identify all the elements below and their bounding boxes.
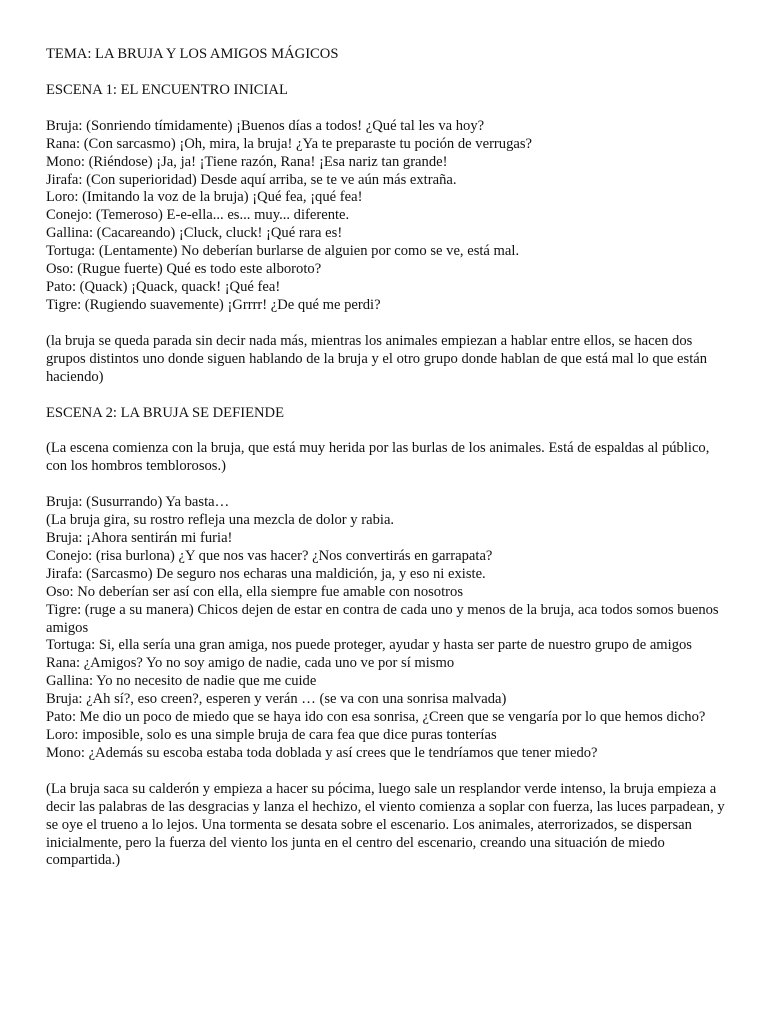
- scene-1-heading: ESCENA 1: EL ENCUENTRO INICIAL: [46, 81, 288, 98]
- dialogue-line: Conejo: (risa burlona) ¿Y que nos vas hacer? ¿Nos convertirás en garrapata?: [46, 547, 493, 564]
- dialogue-line: Bruja: ¿Ah sí?, eso creen?, esperen y verán … (se va con una sonrisa malvada): [46, 691, 507, 708]
- spacer: [46, 315, 730, 333]
- dialogue-line: Loro: imposible, solo es una simple bruja de cara fea que dice puras tonterías: [46, 727, 497, 743]
- dialogue-line: Oso: (Rugue fuerte) Qué es todo este alboroto?: [46, 261, 322, 278]
- dialogue-line: Tigre: (ruge a su manera) Chicos dejen de estar en contra de cada uno y menos de la bruja, aca todos somos buenos amigos: [46, 601, 719, 636]
- spacer: [46, 476, 730, 494]
- dialogue-line: Tigre: (Rugiendo suavemente) ¡Grrrr! ¿De qué me perdi?: [46, 296, 381, 313]
- dialogue-line: Tortuga: Si, ella sería una gran amiga, nos puede proteger, ayudar y hasta ser parte de nuestro grupo de amigos: [46, 637, 692, 654]
- dialogue-line: Pato: (Quack) ¡Quack, quack! ¡Qué fea!: [46, 278, 281, 295]
- stage-direction: (la bruja se queda parada sin decir nada más, mientras los animales empiezan a hablar entre ellos, se hacen dos grupos distintos uno donde siguen hablando de la bruja y el otro grupo donde hablan de que está mal lo que están haciendo): [46, 332, 708, 385]
- dialogue-line: Tortuga: (Lentamente) No deberían burlarse de alguien por como se ve, está mal.: [46, 243, 520, 260]
- dialogue-line: Loro: (Imitando la voz de la bruja) ¡Qué fea, ¡qué fea!: [46, 189, 363, 206]
- spacer: [46, 763, 730, 781]
- dialogue-line: Jirafa: (Sarcasmo) De seguro nos echaras una maldición, ja, y eso ni existe.: [46, 565, 486, 582]
- dialogue-line: (La bruja gira, su rostro refleja una mezcla de dolor y rabia.: [46, 512, 395, 529]
- dialogue-line: Conejo: (Temeroso) E-e-ella... es... muy... diferente.: [46, 207, 350, 224]
- dialogue-line: Gallina: Yo no necesito de nadie que me cuide: [46, 673, 317, 690]
- dialogue-line: Mono: (Riéndose) ¡Ja, ja! ¡Tiene razón, Rana! ¡Esa nariz tan grande!: [46, 153, 448, 170]
- spacer: [46, 387, 730, 405]
- dialogue-line: Rana: ¿Amigos? Yo no soy amigo de nadie, cada uno ve por sí mismo: [46, 655, 455, 672]
- dialogue-line: Mono: ¿Además su escoba estaba toda doblada y así crees que le tendríamos que tener miedo?: [46, 744, 598, 761]
- stage-direction: (La escena comienza con la bruja, que está muy herida por las burlas de los animales. Está de espaldas al público, con los hombros temblorosos.): [46, 440, 710, 475]
- scene-2-heading: ESCENA 2: LA BRUJA SE DEFIENDE: [46, 404, 284, 421]
- dialogue-line: Bruja: (Sonriendo tímidamente) ¡Buenos días a todos! ¿Qué tal les va hoy?: [46, 117, 485, 134]
- stage-direction: (La bruja saca su calderón y empieza a hacer su pócima, luego sale un resplandor verde intenso, la bruja empieza a decir las palabras de las desgracias y lanza el hechizo, el viento comienza a soplar con fuerza, las luces parpadean, y se oye el trueno a lo lejos. Una tormenta se desata sobre el escenario. Los animales, aterrorizados, se dispersan inicialmente, pero la fuerza del viento los junta en el centro del escenario, creando una situación de miedo compartida.): [46, 780, 725, 869]
- spacer: [46, 64, 730, 82]
- spacer: [46, 422, 730, 440]
- document-title: TEMA: LA BRUJA Y LOS AMIGOS MÁGICOS: [46, 46, 339, 62]
- spacer: [46, 100, 730, 118]
- dialogue-line: Bruja: (Susurrando) Ya basta…: [46, 494, 230, 511]
- document-page: [46, 46, 730, 870]
- dialogue-line: Rana: (Con sarcasmo) ¡Oh, mira, la bruja! ¿Ya te preparaste tu poción de verrugas?: [46, 135, 533, 152]
- dialogue-line: Gallina: (Cacareando) ¡Cluck, cluck! ¡Qué rara es!: [46, 225, 343, 242]
- dialogue-line: Jirafa: (Con superioridad) Desde aquí arriba, se te ve aún más extraña.: [46, 171, 457, 188]
- dialogue-line: Bruja: ¡Ahora sentirán mi furia!: [46, 530, 233, 547]
- dialogue-line: Oso: No deberían ser así con ella, ella siempre fue amable con nosotros: [46, 583, 463, 600]
- dialogue-line: Pato: Me dio un poco de miedo que se haya ido con esa sonrisa, ¿Creen que se vengaría por lo que hemos dicho?: [46, 709, 706, 726]
